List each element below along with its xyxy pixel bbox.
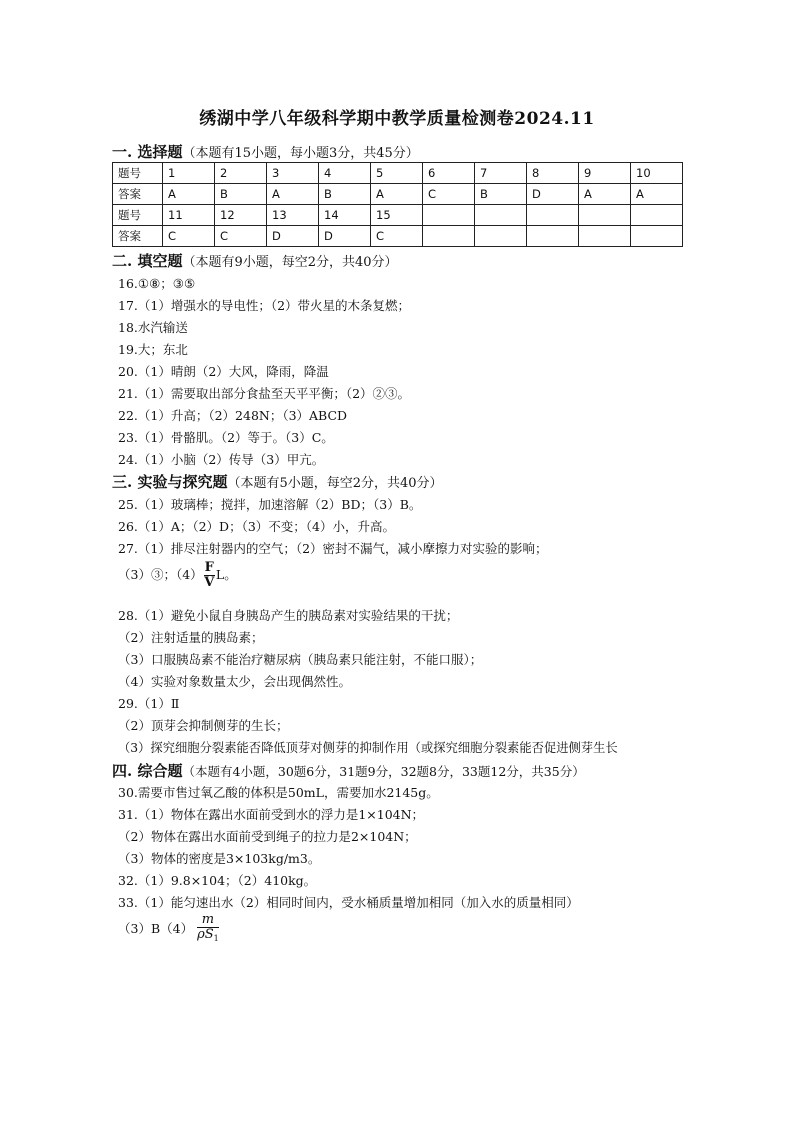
table-row: [113, 163, 683, 184]
table-cell: A: [163, 184, 215, 205]
table-cell: A: [631, 184, 683, 205]
answer-text: （3）B（4）: [118, 921, 194, 936]
table-cell: 13: [267, 205, 319, 226]
answer-line: 19.大；东北: [118, 342, 188, 357]
table-cell: 5: [371, 163, 423, 184]
answer-table: [112, 162, 683, 247]
table-cell: B: [215, 184, 267, 205]
table-cell: D: [319, 226, 371, 247]
table-cell: D: [527, 184, 579, 205]
fraction-denominator: [197, 928, 219, 946]
table-cell: [475, 226, 527, 247]
fraction-subscript: 1: [213, 934, 219, 943]
answer-line-fraction: [118, 561, 237, 590]
answer-line: 31.（1）物体在露出水面前受到水的浮力是1×104N；: [118, 807, 425, 822]
answer-text: （3）③；（4）: [118, 567, 203, 582]
table-cell: D: [267, 226, 319, 247]
table-cell: [631, 226, 683, 247]
table-cell: 14: [319, 205, 371, 226]
answer-line: 20.（1）晴朗（2）大风，降雨，降温: [118, 364, 329, 379]
answer-line: 26.（1）A；（2）D；（3）不变；（4）小，升高。: [118, 519, 395, 534]
table-cell: 15: [371, 205, 423, 226]
answer-line: 17.（1）增强水的导电性；（2）带火星的木条复燃；: [118, 298, 411, 313]
section-2-name: 二. 填空题: [112, 252, 183, 270]
section-3-note: （本题有5小题，每空2分，共40分）: [227, 476, 443, 491]
section-1-name: 一. 选择题: [112, 143, 183, 161]
table-cell: 12: [215, 205, 267, 226]
table-cell: 10: [631, 163, 683, 184]
section-3-name: 三. 实验与探究题: [112, 473, 228, 491]
table-cell: 4: [319, 163, 371, 184]
section-2-heading: [112, 250, 398, 271]
table-cell: 8: [527, 163, 579, 184]
table-cell: [423, 226, 475, 247]
fraction-numerator: F: [204, 560, 214, 575]
row-label-question: 题号: [113, 205, 163, 226]
table-cell: A: [579, 184, 631, 205]
answer-line: 29.（1）Ⅱ: [118, 696, 180, 711]
section-1-heading: [112, 141, 419, 162]
fraction-denominator-main: ρS: [197, 927, 214, 942]
answer-line: （2）物体在露出水面前受到绳子的拉力是2×104N；: [118, 829, 417, 844]
table-cell: 6: [423, 163, 475, 184]
answer-line: 24.（1）小脑（2）传导（3）甲亢。: [118, 452, 325, 467]
fraction-denominator: V: [204, 575, 215, 590]
table-row: [113, 205, 683, 226]
answer-line: （3）物体的密度是3×103kg/m3。: [118, 851, 321, 866]
section-4-heading: [112, 760, 585, 781]
table-cell: A: [267, 184, 319, 205]
table-cell: B: [319, 184, 371, 205]
section-4-note: （本题有4小题，30题6分，31题9分，32题8分，33题12分，共35分）: [182, 764, 585, 779]
answer-line: 21.（1）需要取出部分食盐至天平平衡；（2）②③。: [118, 386, 411, 401]
section-3-heading: [112, 471, 443, 492]
answer-line: 32.（1）9.8×104；（2）410kg。: [118, 873, 317, 888]
section-2-note: （本题有9小题，每空2分，共40分）: [182, 255, 398, 270]
table-cell: [527, 205, 579, 226]
answer-line: 33.（1）能匀速出水（2）相同时间内，受水桶质量增加相同（加入水的质量相同）: [118, 895, 579, 910]
answer-line: 22.（1）升高；（2）248N；（3）ABCD: [118, 408, 348, 423]
row-label-answer: 答案: [113, 226, 163, 247]
answer-line: （2）顶芽会抑制侧芽的生长；: [118, 718, 289, 733]
page-title: 绣湖中学八年级科学期中教学质量检测卷2024.11: [199, 109, 595, 129]
answer-line: 16.①⑧；③⑤: [118, 276, 196, 291]
table-cell: C: [163, 226, 215, 247]
answer-line: 25.（1）玻璃棒；搅拌，加速溶解（2）BD；（3）B。: [118, 497, 422, 512]
table-cell: [423, 205, 475, 226]
answer-line: 27.（1）排尽注射器内的空气；（2）密封不漏气，减小摩擦力对实验的影响；: [118, 541, 548, 556]
section-1-note: （本题有15小题，每小题3分，共45分）: [182, 146, 419, 161]
answer-line: 18.水汽输送: [118, 320, 188, 335]
answer-line: （3）口服胰岛素不能治疗糖尿病（胰岛素只能注射，不能口服）；: [118, 652, 483, 667]
table-row: [113, 184, 683, 205]
fraction-numerator: m: [197, 913, 219, 928]
table-cell: 7: [475, 163, 527, 184]
table-cell: [475, 205, 527, 226]
answer-text: L。: [215, 567, 237, 582]
table-cell: C: [215, 226, 267, 247]
answer-line: 28.（1）避免小鼠自身胰岛产生的胰岛素对实验结果的干扰；: [118, 608, 459, 623]
table-cell: C: [371, 226, 423, 247]
table-cell: [579, 226, 631, 247]
table-cell: A: [371, 184, 423, 205]
table-cell: 9: [579, 163, 631, 184]
table-cell: [631, 205, 683, 226]
fraction: [197, 913, 219, 946]
section-4-name: 四. 综合题: [112, 762, 183, 780]
answer-line-fraction: [118, 913, 220, 946]
row-label-question: 题号: [113, 163, 163, 184]
row-label-answer: 答案: [113, 184, 163, 205]
table-cell: [527, 226, 579, 247]
fraction: [204, 561, 215, 590]
table-cell: 1: [163, 163, 215, 184]
table-cell: 2: [215, 163, 267, 184]
table-row: [113, 226, 683, 247]
answer-line: （2）注射适量的胰岛素；: [118, 630, 264, 645]
table-cell: [579, 205, 631, 226]
table-cell: 3: [267, 163, 319, 184]
table-cell: B: [475, 184, 527, 205]
answer-line: 30.需要市售过氧乙酸的体积是50mL，需要加水2145g。: [118, 785, 439, 800]
table-cell: C: [423, 184, 475, 205]
answer-line: （3）探究细胞分裂素能否降低顶芽对侧芽的抑制作用（或探究细胞分裂素能否促进侧芽生长: [118, 741, 618, 755]
answer-line: （4）实验对象数量太少，会出现偶然性。: [118, 674, 351, 689]
table-cell: 11: [163, 205, 215, 226]
answer-line: 23.（1）骨骼肌。（2）等于。（3）C。: [118, 430, 334, 445]
